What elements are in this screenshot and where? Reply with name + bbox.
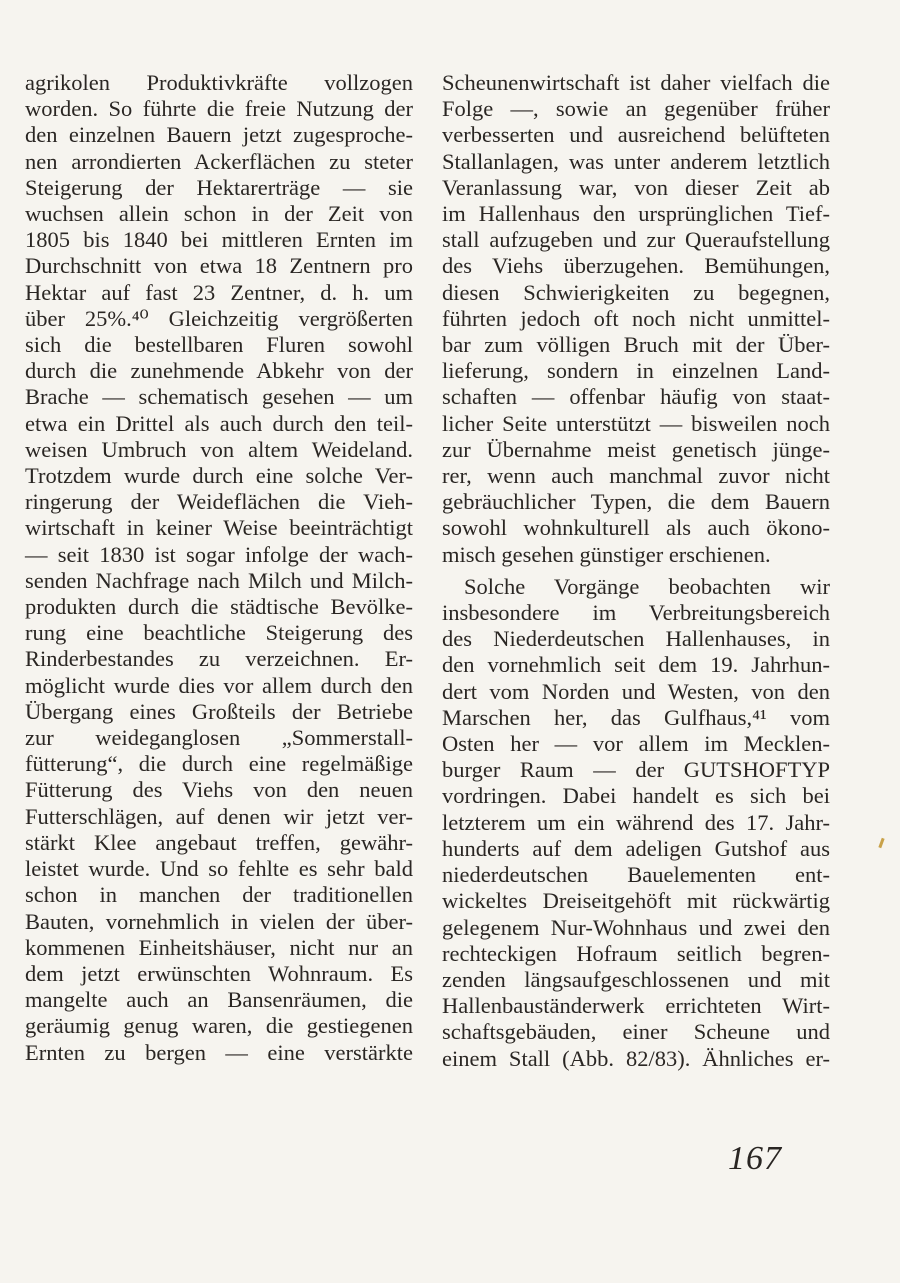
text-line: — seit 1830 ist sogar infolge der wach- [25,541,413,567]
text-line: diesen Schwierigkeiten zu begegnen, [442,279,830,305]
text-line: Folge —, sowie an gegenüber früher [442,96,830,122]
text-line: zenden längsaufgeschlossenen und mit [442,966,830,992]
text-line: wirtschaft in keiner Weise beeinträchtigt [25,515,413,541]
page-number: 167 [728,1140,782,1177]
text-line: rung eine beachtliche Steigerung des [25,620,413,646]
text-line: führten jedoch oft noch nicht unmittel- [442,305,830,331]
text-line: wickeltes Dreiseitgehöft mit rückwärtig [442,888,830,914]
text-line: weisen Umbruch von altem Weideland. [25,436,413,462]
text-line: kommenen Einheitshäuser, nicht nur an [25,934,413,960]
text-line: zur weideganglosen „Sommerstall- [25,725,413,751]
text-line: Übergang eines Großteils der Betriebe [25,698,413,724]
text-line: Bauten, vornehmlich in vielen der über- [25,908,413,934]
right-text-column [442,70,830,1072]
text-line: senden Nachfrage nach Milch und Milch- [25,567,413,593]
text-line: dem jetzt erwünschten Wohnraum. Es [25,960,413,986]
text-line: den einzelnen Bauern jetzt zugesproche- [25,122,413,148]
text-line: produkten durch die städtische Bevölke- [25,594,413,620]
text-line: mangelte auch an Bansenräumen, die [25,987,413,1013]
text-line: Veranlassung war, von dieser Zeit ab [442,174,830,200]
text-line: des Niederdeutschen Hallenhauses, in [442,626,830,652]
text-line: schaftsgebäuden, einer Scheune und [442,1019,830,1045]
text-line: hunderts auf dem adeligen Gutshof aus [442,835,830,861]
text-line: des Viehs überzugehen. Bemühungen, [442,253,830,279]
text-line: 1805 bis 1840 bei mittleren Ernten im [25,227,413,253]
text-line: agrikolen Produktivkräfte vollzogen [25,70,413,95]
text-line: über 25%.⁴⁰ Gleichzeitig vergrößerten [25,305,413,331]
text-line: worden. So führte die freie Nutzung der [25,96,413,122]
text-line: rer, wenn auch manchmal zuvor nicht [442,463,830,489]
text-line: verbesserten und ausreichend belüfteten [442,122,830,148]
text-line: sich die bestellbaren Fluren sowohl [25,332,413,358]
text-line: bar zum völligen Bruch mit der Über- [442,332,830,358]
text-line: vordringen. Dabei handelt es sich bei [442,783,830,809]
paragraph-continued [442,70,830,568]
text-line: schon in manchen der traditionellen [25,882,413,908]
text-line: Solche Vorgänge beobachten wir [464,573,830,599]
text-line: möglicht wurde dies vor allem durch den [25,672,413,698]
text-line: Ernten zu bergen — eine verstärkte [25,1039,413,1065]
text-line: einem Stall (Abb. 82/83). Ähnliches er- [442,1045,830,1071]
text-line: Hektar auf fast 23 Zentner, d. h. um [25,279,413,305]
text-line: gebräuchlicher Typen, die dem Bauern [442,489,830,515]
text-line: stärkt Klee angebaut treffen, gewähr- [25,829,413,855]
text-line: Fütterung des Viehs von den neuen [25,777,413,803]
text-line: burger Raum — der GUTSHOFTYP [442,757,830,783]
text-line: rechteckigen Hofraum seitlich begren- [442,940,830,966]
text-line: Hallenbauständerwerk errichteten Wirt- [442,993,830,1019]
text-line: nen arrondierten Ackerflächen zu steter [25,148,413,174]
text-line: Scheunenwirtschaft ist daher vielfach die [442,70,830,95]
text-line: Osten her — vor allem im Mecklen- [442,731,830,757]
text-line: lieferung, sondern in einzelnen Land- [442,358,830,384]
text-line: insbesondere im Verbreitungsbereich [442,600,830,626]
text-line: schaften — offenbar häufig von staat- [442,384,830,410]
text-line: licher Seite unterstützt — bisweilen noch [442,410,830,436]
text-line: zur Übernahme meist genetisch jünge- [442,436,830,462]
text-line: geräumig genug waren, die gestiegenen [25,1013,413,1039]
paper-speck [878,838,884,848]
text-line: niederdeutschen Bauelementen ent- [442,862,830,888]
paragraph-solche-vorgaenge [442,574,830,1072]
text-line: Stallanlagen, was unter anderem letztlich [442,148,830,174]
text-line: etwa ein Drittel als auch durch den teil- [25,410,413,436]
text-line: leistet wurde. Und so fehlte es sehr bald [25,856,413,882]
text-line: Brache — schematisch gesehen — um [25,384,413,410]
text-line: Trotzdem wurde durch eine solche Ver- [25,463,413,489]
text-line: stall aufzugeben und zur Queraufstellung [442,227,830,253]
text-line: dert vom Norden und Westen, von den [442,678,830,704]
text-line: sowohl wohnkulturell als auch ökono- [442,515,830,541]
text-line: wuchsen allein schon in der Zeit von [25,201,413,227]
text-line: den vornehmlich seit dem 19. Jahrhun- [442,652,830,678]
text-line: misch gesehen günstiger erschienen. [442,541,771,567]
text-line: Steigerung der Hektarerträge — sie [25,174,413,200]
text-line: Marschen her, das Gulfhaus,⁴¹ vom [442,704,830,730]
text-line: Futterschlägen, auf denen wir jetzt ver- [25,803,413,829]
text-line: Rinderbestandes zu verzeichnen. Er- [25,646,413,672]
text-line: im Hallenhaus den ursprünglichen Tief- [442,201,830,227]
text-line: ringerung der Weideflächen die Vieh- [25,489,413,515]
text-line: letzterem um ein während des 17. Jahr- [442,809,830,835]
left-text-column [25,70,413,1066]
text-line: durch die zunehmende Abkehr von der [25,358,413,384]
text-line: gelegenem Nur-Wohnhaus und zwei den [442,914,830,940]
text-line: Durchschnitt von etwa 18 Zentnern pro [25,253,413,279]
text-line: fütterung“, die durch eine regelmäßige [25,751,413,777]
